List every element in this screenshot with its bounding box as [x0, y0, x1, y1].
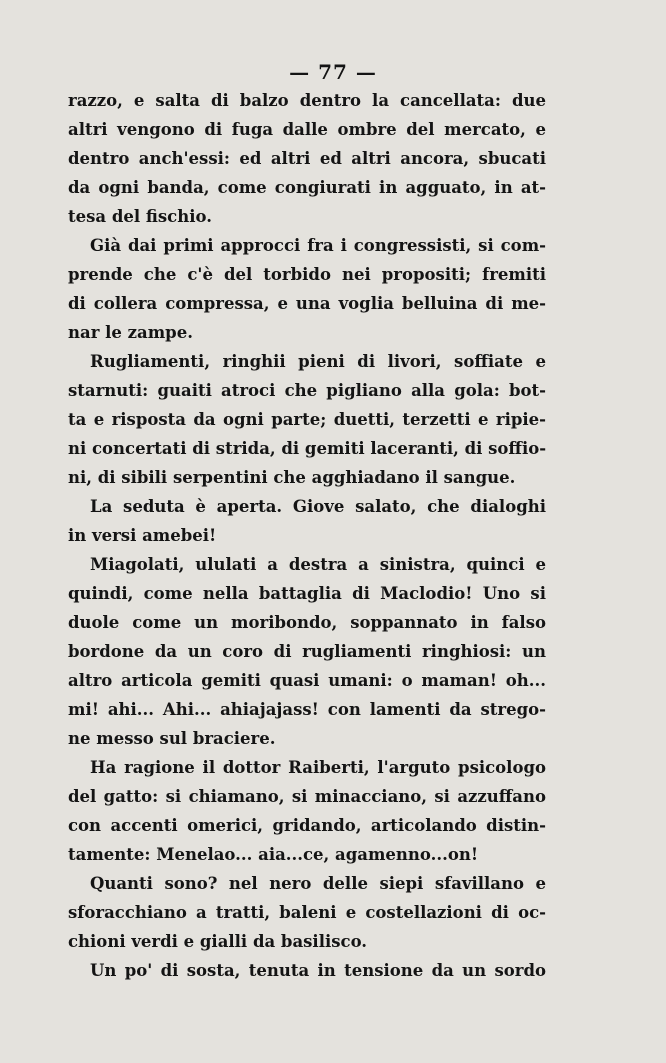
text-line: dentro anch'essi: ed altri ed altri ancora, sbucati [68, 149, 546, 168]
text-line: ni concertati di strida, di gemiti laceranti, di soffio- [68, 439, 547, 458]
text-line: mi! ahi... Ahi... ahiajajass! con lamenti da strego- [68, 700, 546, 719]
text-line: Miagolati, ululati a destra a sinistra, quinci e [90, 555, 546, 574]
body-text [68, 86, 546, 985]
page-number: — 77 — [289, 60, 377, 84]
text-line: Quanti sono? nel nero delle siepi sfavillano e [90, 874, 546, 893]
text-line: starnuti: guaiti atroci che pigliano alla gola: bot- [68, 381, 546, 400]
text-line: altro articola gemiti quasi umani: o maman! oh... [68, 671, 546, 690]
text-line: Rugliamenti, ringhii pieni di livori, soffiate e [90, 352, 546, 371]
text-line: tesa del fischio. [68, 207, 212, 226]
text-line: di collera compressa, e una voglia belluina di me- [68, 294, 546, 313]
text-line: bordone da un coro di rugliamenti ringhiosi: un [68, 642, 546, 661]
text-line: La seduta è aperta. Giove salato, che dialoghi [90, 497, 546, 516]
text-line: nar le zampe. [68, 323, 193, 342]
text-line: del gatto: si chiamano, si minacciano, si azzuffano [68, 787, 546, 806]
text-line: ta e risposta da ogni parte; duetti, terzetti e ripie- [68, 410, 546, 429]
text-line: prende che c'è del torbido nei propositi; fremiti [68, 265, 546, 284]
text-line: Già dai primi approcci fra i congressisti, si com- [90, 236, 546, 255]
text-line: sforacchiano a tratti, baleni e costellazioni di oc- [68, 903, 546, 922]
text-line: duole come un moribondo, soppannato in falso [68, 613, 546, 632]
text-line: ni, di sibili serpentini che agghiadano il sangue. [68, 468, 516, 487]
text-line: Ha ragione il dottor Raiberti, l'arguto psicologo [90, 758, 546, 777]
text-line: da ogni banda, come congiurati in agguato, in at- [68, 178, 546, 197]
text-line: Un po' di sosta, tenuta in tensione da un sordo [90, 961, 546, 980]
text-line: razzo, e salta di balzo dentro la cancellata: due [68, 91, 546, 110]
text-line: in versi amebei! [68, 526, 217, 545]
text-line: ne messo sul braciere. [68, 729, 276, 748]
text-line: con accenti omerici, gridando, articolando distin- [68, 816, 546, 835]
text-line: chioni verdi e gialli da basilisco. [68, 932, 368, 951]
text-line: altri vengono di fuga dalle ombre del mercato, e [68, 120, 546, 139]
text-line: tamente: Menelao... aia...ce, agamenno...on! [68, 845, 479, 864]
text-line: quindi, come nella battaglia di Maclodio! Uno si [68, 584, 546, 603]
